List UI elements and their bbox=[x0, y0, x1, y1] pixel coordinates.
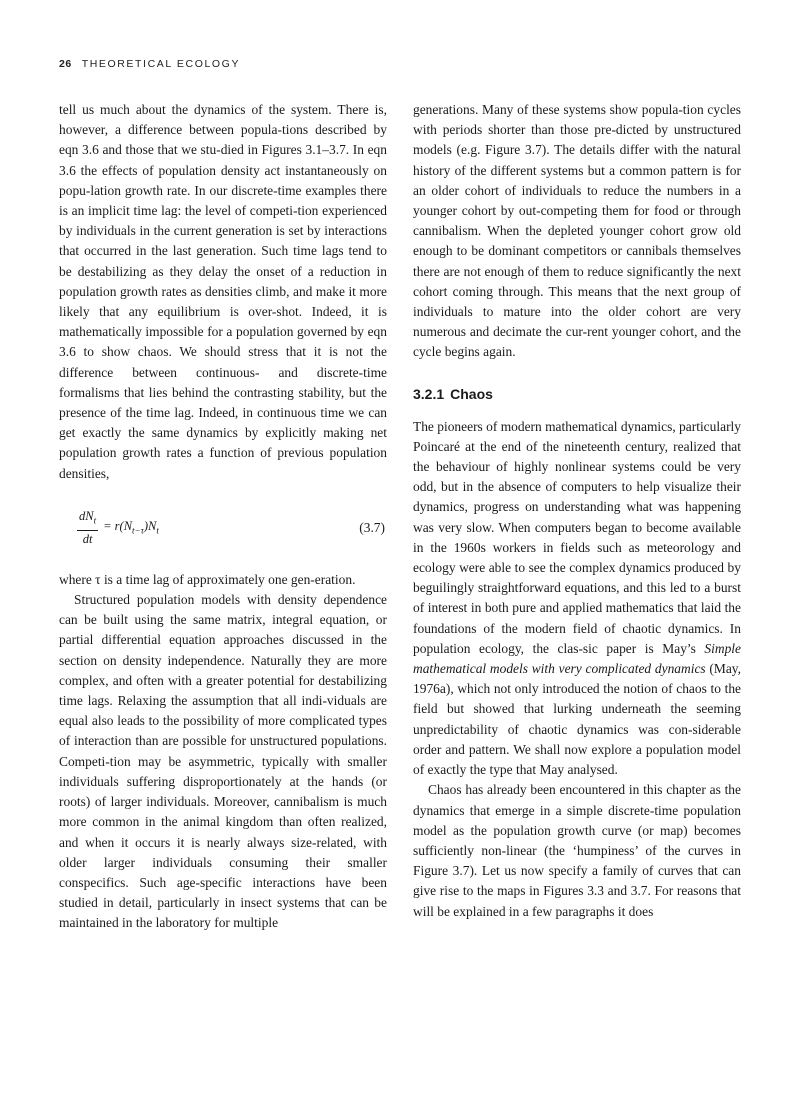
left-column bbox=[59, 100, 387, 934]
eq-rhs-sub: t−τ bbox=[132, 525, 144, 535]
eq-denominator: dt bbox=[82, 531, 93, 546]
page-number: 26 bbox=[59, 58, 72, 70]
derivative-fraction bbox=[77, 509, 98, 547]
text-run: The pioneers of modern mathematical dynamics, particularly Poincaré at the end of the nineteenth century, realized that the behaviour of highly nonlinear systems could be very odd, but in the absence of computers to help visualize their dynamics, progress on understanding what was happening was very slow. When computers began to become available in the 1960s workers in fields such as meteorology and ecology were able to see the complex dynamics produced by beguilingly straightforward equations, and this led to a burst of interest in both pure and applied mathematics that laid the foundations of the modern field of chaotic dynamics. In population ecology, the clas-sic paper is May’s bbox=[413, 418, 741, 656]
right-column bbox=[413, 100, 741, 922]
eq-rhs-end: )N bbox=[143, 518, 157, 533]
eq-numerator-sub: t bbox=[93, 515, 97, 526]
paragraph: tell us much about the dynamics of the system. There is, however, a difference between popula-tions described by eqn 3.6 and those that we stu-died in Figures 3.1–3.7. In eqn 3.6 the effects of population density act instantaneously on popu-lation growth rate. In our discrete-time examples there is an implicit time lag: the level of competi-tion experienced by individuals in the current generation is set by interactions that occurred in the last generation. Such time lags tend to be destabilizing as they delay the onset of a reduction in population growth rates as densities climb, and make it more likely that any equilibrium is over-shot. Indeed, it is mathematically impossible for a population governed by eqn 3.6 to show chaos. We should stress that it is not the difference between continuous- and discrete-time formalisms that lies behind the contrasting stability, but the presence of the time lag. Indeed, in continuous time we can get exactly the same dynamics by explicitly making net population growth rates a function of previous population densities, bbox=[59, 102, 387, 481]
equation-number: (3.7) bbox=[359, 519, 385, 535]
section-number: 3.2.1 bbox=[413, 385, 445, 402]
paragraph: generations. Many of these systems show popula-tion cycles with periods shorter than those pre-dicted by unstructured models (e.g. Figure 3.7). The details differ with the natural history of the different systems but a common pattern is for an older cohort of individuals to reduce the numbers in a younger cohort by out-competing them for food or through cannibalism. When the depleted younger cohort grow old enough to be dominant competitors or cannibals themselves there are not enough of them to reduce significantly the next cohort coming through. This means that the next group of individuals to mature into the older cohort are very numerous and decimate the cur-rent younger cohort, and the cycle begins again. bbox=[413, 102, 741, 360]
eq-rhs-end-sub: t bbox=[156, 525, 159, 535]
eq-rhs: = r(N bbox=[103, 518, 133, 533]
equation-body bbox=[59, 509, 159, 547]
running-title: THEORETICAL ECOLOGY bbox=[81, 58, 241, 70]
running-header bbox=[59, 58, 240, 70]
paragraph: Structured population models with density dependence can be built using the same matrix, integral equation, or partial differential equation approaches discussed in the section on density independence. Naturally they are more complex, and often with a greater potential for destabilizing time lags. Relaxing the assumption that all indi-viduals are equal also leads to the possibility of more complicated types of interaction than are possible for unstructured populations. Competi-tion may be asymmetric, typically with smaller individuals suffering disproportionately at the hands (or roots) of larger individuals. Moreover, cannibalism is much more common in the animal kingdom than often realized, and when it occurs it is nearly always size-related, with older larger individuals consuming their smaller conspecifics. Such age-specific interactions have been studied in detail, particularly in insect systems that can be maintained in the laboratory for multiple bbox=[59, 592, 387, 931]
paragraph: Chaos has already been encountered in this chapter as the dynamics that emerge in a simple discrete-time population model as the population growth curve (or map) becomes sufficiently non-linear (the ‘humpiness’ of the curves in Figure 3.7). Let us now specify a family of curves that can give rise to the maps in Figures 3.3 and 3.7. For reasons that will be explained in a few paragraphs it does bbox=[413, 782, 741, 919]
text-run: (May, 1976a), which not only introduced the notion of chaos to the field but showed that lurking underneath the seeming unpredictability of chaotic dynamics was con-siderable order and pattern. We shall now explore a population model of exactly the type that May analysed. bbox=[413, 661, 741, 778]
cited-title: Simple mathematical models with very complicated dynamics bbox=[413, 640, 741, 677]
equation-3-7 bbox=[59, 506, 387, 550]
paragraph bbox=[413, 417, 741, 781]
section-title: Chaos bbox=[450, 385, 493, 402]
eq-numerator: dN bbox=[79, 509, 94, 524]
paragraph: where τ is a time lag of approximately one gen-eration. bbox=[59, 571, 356, 587]
section-heading bbox=[413, 384, 741, 404]
